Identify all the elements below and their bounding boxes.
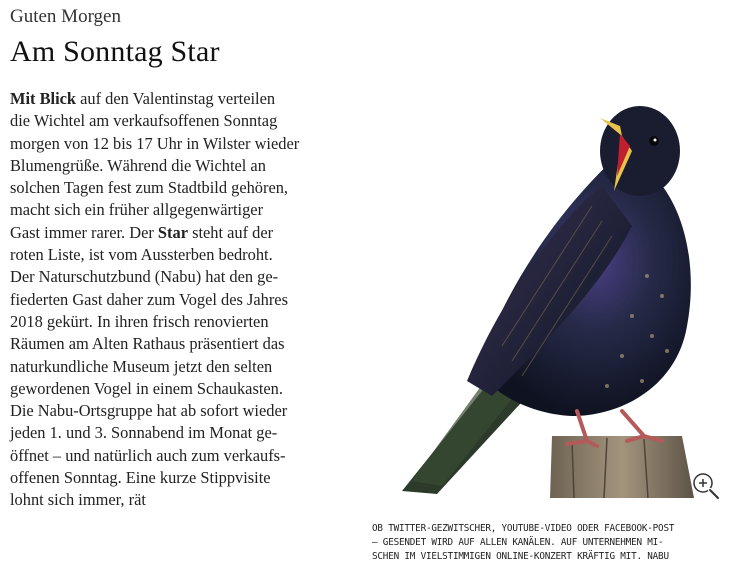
article-headline: Am Sonntag Star [10,35,220,68]
body-line: roten Liste, ist vom Aussterben bedroht. [10,245,273,265]
body-line: Mit Blick auf den Valentinstag verteilen [10,89,276,108]
body-line: solchen Tagen fest zum Stadtbild gehören, [10,178,289,198]
body-line: lohnt sich immer, rät [10,490,146,510]
body-line: naturkundliche Museum jetzt den selten [10,356,273,376]
caption-line: – GESENDET WIRD AUF ALLEN KANÄLEN. AUF UNTERNEHMEN MI- [372,537,664,548]
body-line: Räumen am Alten Rathaus präsentiert das [10,334,285,354]
body-line: öffnet – und natürlich auch zum verkaufs- [10,445,286,465]
body-line: jeden 1. und 3. Sonnabend im Monat ge- [10,423,278,443]
caption-line: SCHEN IM VIELSTIMMIGEN ONLINE-KONZERT KRÄFTIG MIT. NABU [372,551,669,562]
body-line: fiederten Gast daher zum Vogel des Jahres [10,289,288,309]
body-line: gewordenen Vogel in einem Schaukasten. [10,378,283,398]
body-line: Gast immer rarer. Der Star steht auf der [10,222,274,242]
body-line: offenen Sonntag. Eine kurze Stippvisite [10,468,271,488]
body-bold-text: Star [157,222,188,242]
article-body [10,88,370,512]
body-line: Der Naturschutzbund (Nabu) hat den ge- [10,267,279,287]
body-line: morgen von 12 bis 17 Uhr in Wilster wieder [10,133,300,153]
bird-head [600,106,680,196]
body-bold-text: Mit Blick [10,89,77,108]
body-line: macht sich ein früher allgegenwärtiger [10,200,264,220]
photo-caption [372,522,742,564]
article-kicker: Guten Morgen [10,6,121,27]
zoom-in-icon[interactable] [690,470,722,502]
body-line: Blumengrüße. Während die Wichtel an [10,155,266,175]
body-line: Die Nabu-Ortsgruppe hat ab sofort wieder [10,401,288,421]
caption-line: OB TWITTER-GEZWITSCHER, YOUTUBE-VIDEO ODER FACEBOOK-POST [372,523,675,534]
body-line: 2018 gekürt. In ihren frisch renovierten [10,311,269,331]
starling-bird-photo[interactable] [382,96,722,498]
body-line: die Wichtel am verkaufsoffenen Sonntag [10,111,278,131]
